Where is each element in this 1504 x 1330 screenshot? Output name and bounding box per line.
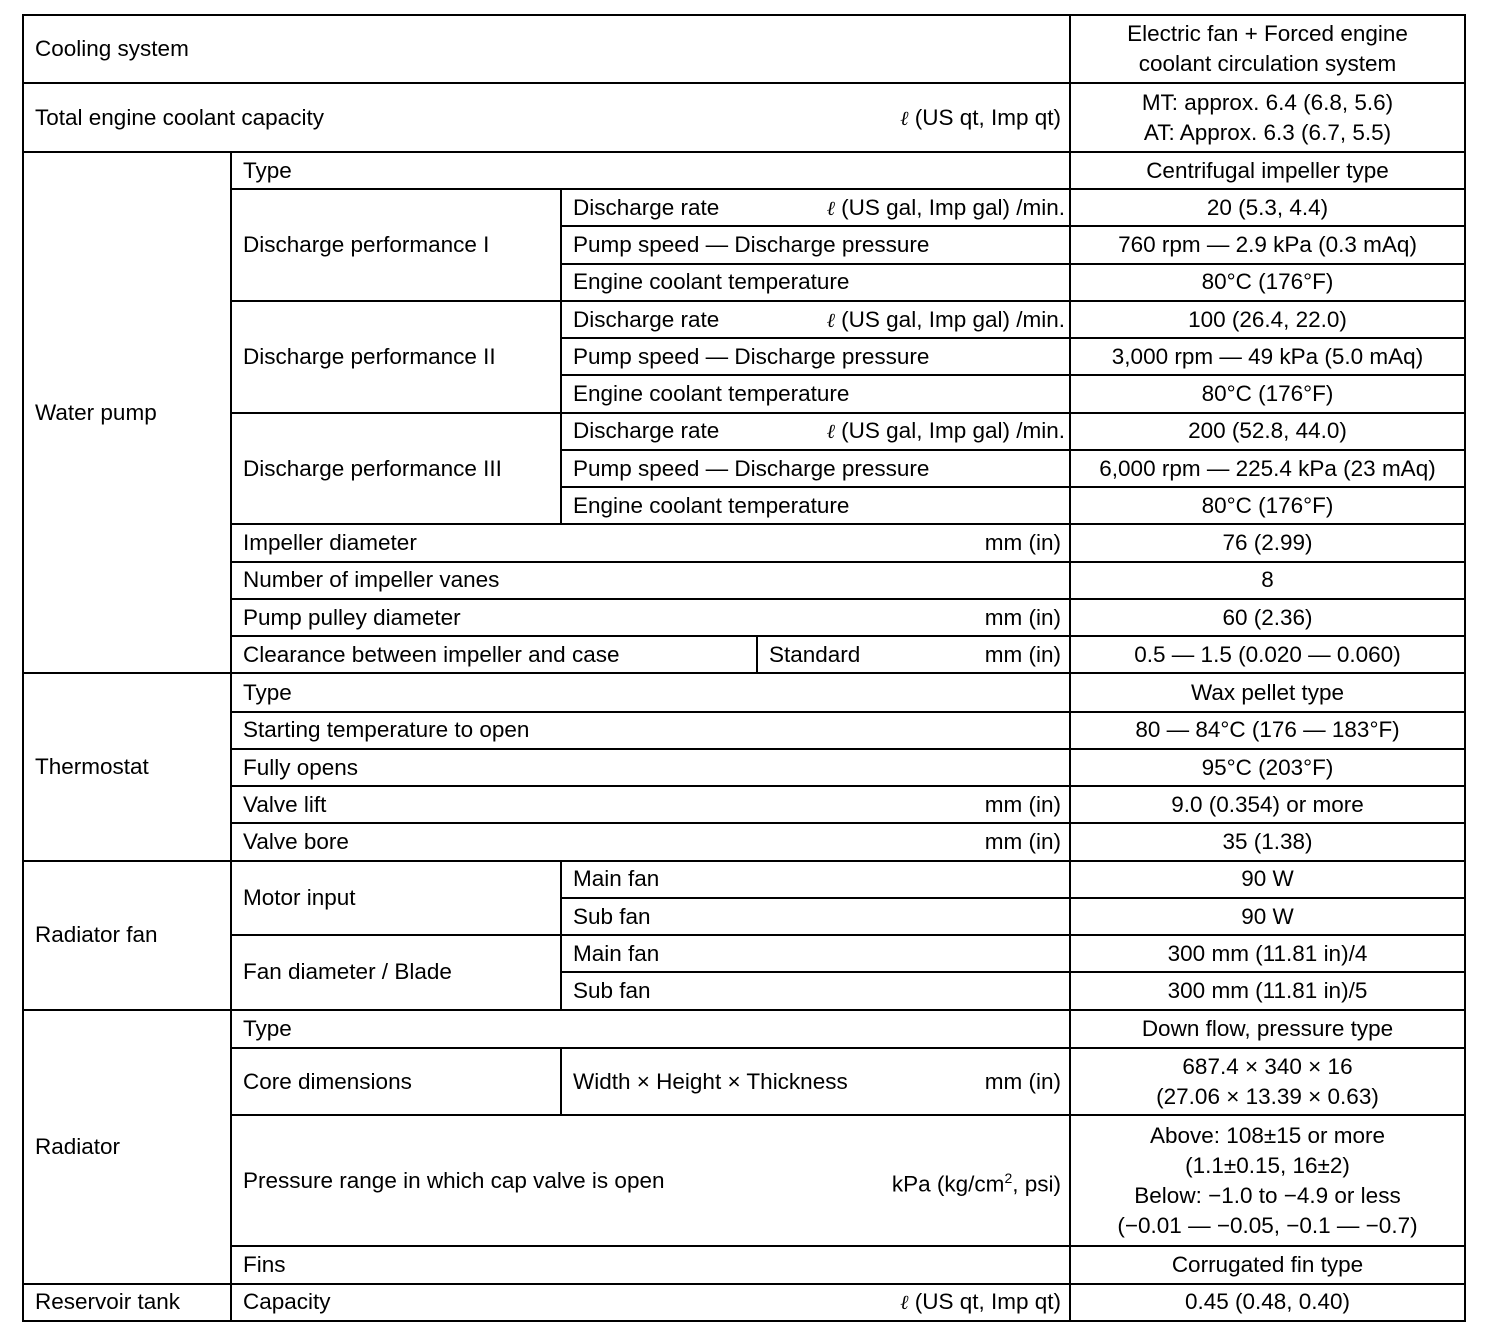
total-capacity-unit: ℓ (US qt, Imp qt)	[900, 104, 1061, 130]
thermostat-label: Thermostat	[23, 673, 231, 860]
thermostat-lift-value: 9.0 (0.354) or more	[1070, 786, 1465, 823]
thermostat-start-label: Starting temperature to open	[231, 712, 1070, 749]
water-pump-label: Water pump	[23, 152, 231, 674]
water-pump-type-label: Type	[231, 152, 1070, 189]
table-row	[23, 1284, 1465, 1321]
radiator-label: Radiator	[23, 1010, 231, 1284]
reservoir-capacity-unit: ℓ (US qt, Imp qt)	[900, 1289, 1061, 1315]
motor-sub-label: Sub fan	[561, 898, 1070, 935]
fins-label: Fins	[231, 1246, 1070, 1283]
cooling-system-value	[1070, 15, 1465, 83]
perf1-temp-label: Engine coolant temperature	[561, 264, 1070, 301]
thermostat-bore-label: Valve bore	[243, 829, 349, 855]
table-row	[23, 189, 1465, 226]
motor-main-label: Main fan	[561, 861, 1070, 898]
pressure-range-label: Pressure range in which cap valve is open	[243, 1167, 665, 1193]
litre-symbol: ℓ	[900, 105, 909, 130]
perf2-rate-label: Discharge rate	[573, 306, 720, 332]
impeller-diameter-value: 76 (2.99)	[1070, 524, 1465, 561]
perf2-rate-value: 100 (26.4, 22.0)	[1070, 301, 1465, 338]
impeller-diameter-label: Impeller diameter	[243, 530, 417, 556]
perf2-rate-unit: ℓ (US gal, Imp gal) /min.	[826, 306, 1065, 332]
thermostat-bore-cell	[231, 823, 1070, 860]
core-dimensions-sub-cell	[561, 1048, 1070, 1115]
perf3-rate-unit: ℓ (US gal, Imp gal) /min.	[826, 418, 1065, 444]
reservoir-capacity-label: Capacity	[243, 1289, 331, 1315]
clearance-unit: mm (in)	[984, 641, 1061, 667]
pulley-diameter-unit: mm (in)	[984, 604, 1061, 630]
table-row	[23, 823, 1465, 860]
perf1-label: Discharge performance I	[231, 189, 561, 301]
core-dimensions-sub-label: Width × Height × Thickness	[573, 1068, 848, 1094]
core-dimensions-unit: mm (in)	[984, 1068, 1061, 1094]
pressure-value-line4: (−0.01 — −0.05, −0.1 — −0.7)	[1117, 1212, 1418, 1238]
perf3-speed-label: Pump speed — Discharge pressure	[561, 450, 1070, 487]
fins-value: Corrugated fin type	[1070, 1246, 1465, 1283]
table-row	[23, 935, 1465, 972]
total-capacity-value-mt: MT: approx. 6.4 (6.8, 5.6)	[1141, 89, 1394, 115]
reservoir-capacity-cell	[231, 1284, 1070, 1321]
litre-symbol: ℓ	[826, 419, 835, 444]
impeller-diameter-cell	[231, 524, 1070, 561]
pressure-range-cell	[231, 1115, 1070, 1246]
core-dimensions-value-line1: 687.4 × 340 × 16	[1182, 1053, 1353, 1079]
impeller-diameter-unit: mm (in)	[984, 530, 1061, 556]
impeller-vanes-label: Number of impeller vanes	[231, 562, 1070, 599]
thermostat-start-value: 80 — 84°C (176 — 183°F)	[1070, 712, 1465, 749]
pressure-range-value	[1070, 1115, 1465, 1246]
cooling-system-label: Cooling system	[23, 15, 1070, 83]
pulley-diameter-cell	[231, 599, 1070, 636]
litre-symbol: ℓ	[826, 195, 835, 220]
perf3-speed-value: 6,000 rpm — 225.4 kPa (23 mAq)	[1070, 450, 1465, 487]
thermostat-bore-value: 35 (1.38)	[1070, 823, 1465, 860]
litre-symbol: ℓ	[826, 307, 835, 332]
thermostat-full-label: Fully opens	[231, 749, 1070, 786]
perf2-speed-value: 3,000 rpm — 49 kPa (5.0 mAq)	[1070, 338, 1465, 375]
table-row	[23, 301, 1465, 338]
cooling-system-value-line1: Electric fan + Forced engine	[1127, 21, 1408, 47]
table-row	[23, 749, 1465, 786]
perf1-speed-value: 760 rpm — 2.9 kPa (0.3 mAq)	[1070, 226, 1465, 263]
table-row	[23, 1115, 1465, 1246]
table-row	[23, 786, 1465, 823]
thermostat-bore-unit: mm (in)	[984, 829, 1061, 855]
cooling-spec-table	[22, 14, 1466, 1322]
thermostat-lift-label: Valve lift	[243, 791, 327, 817]
table-row	[23, 636, 1465, 673]
pressure-range-unit: kPa ($kg/cm^2$, psi)	[891, 1169, 1061, 1197]
cooling-system-value-line2: coolant circulation system	[1138, 51, 1397, 77]
table-row	[23, 712, 1465, 749]
pressure-value-line1: Above: 108±15 or more	[1150, 1122, 1385, 1148]
perf1-rate-unit: ℓ (US gal, Imp gal) /min.	[826, 194, 1065, 220]
motor-main-value: 90 W	[1070, 861, 1465, 898]
clearance-label: Clearance between impeller and case	[231, 636, 757, 673]
reservoir-capacity-value: 0.45 (0.48, 0.40)	[1070, 1284, 1465, 1321]
table-row	[23, 152, 1465, 189]
total-capacity-label: Total engine coolant capacity	[35, 104, 324, 130]
thermostat-type-value: Wax pellet type	[1070, 673, 1465, 711]
motor-input-label: Motor input	[231, 861, 561, 936]
table-row	[23, 861, 1465, 898]
water-pump-type-value: Centrifugal impeller type	[1070, 152, 1465, 189]
perf2-rate-cell	[561, 301, 1070, 338]
reservoir-tank-label: Reservoir tank	[23, 1284, 231, 1321]
thermostat-full-value: 95°C (203°F)	[1070, 749, 1465, 786]
perf1-rate-cell	[561, 189, 1070, 226]
perf2-temp-label: Engine coolant temperature	[561, 375, 1070, 412]
table-row	[23, 413, 1465, 450]
fan-diameter-main-value: 300 mm (11.81 in)/4	[1070, 935, 1465, 972]
table-row	[23, 599, 1465, 636]
perf3-rate-value: 200 (52.8, 44.0)	[1070, 413, 1465, 450]
litre-symbol: ℓ	[900, 1290, 909, 1315]
core-dimensions-label: Core dimensions	[231, 1048, 561, 1115]
table-row	[23, 673, 1465, 711]
perf3-temp-label: Engine coolant temperature	[561, 487, 1070, 524]
impeller-vanes-value: 8	[1070, 562, 1465, 599]
core-dimensions-value-line2: (27.06 × 13.39 × 0.63)	[1156, 1083, 1379, 1109]
table-row	[23, 1048, 1465, 1115]
table-row	[23, 83, 1465, 151]
clearance-sub-cell	[757, 636, 1070, 673]
total-capacity-value	[1070, 83, 1465, 151]
perf2-temp-value: 80°C (176°F)	[1070, 375, 1465, 412]
pulley-diameter-label: Pump pulley diameter	[243, 604, 461, 630]
perf3-rate-cell	[561, 413, 1070, 450]
radiator-fan-label: Radiator fan	[23, 861, 231, 1010]
total-capacity-value-at: AT: Approx. 6.3 (6.7, 5.5)	[1143, 119, 1392, 145]
perf3-rate-label: Discharge rate	[573, 418, 720, 444]
pressure-value-line3: Below: −1.0 to −4.9 or less	[1134, 1182, 1401, 1208]
perf2-label: Discharge performance II	[231, 301, 561, 413]
radiator-type-label: Type	[231, 1010, 1070, 1048]
pulley-diameter-value: 60 (2.36)	[1070, 599, 1465, 636]
perf3-label: Discharge performance III	[231, 413, 561, 525]
thermostat-type-label: Type	[231, 673, 1070, 711]
fan-diameter-sub-value: 300 mm (11.81 in)/5	[1070, 972, 1465, 1009]
table-row	[23, 1246, 1465, 1283]
perf1-rate-label: Discharge rate	[573, 194, 720, 220]
perf3-temp-value: 80°C (176°F)	[1070, 487, 1465, 524]
motor-sub-value: 90 W	[1070, 898, 1465, 935]
fan-diameter-label: Fan diameter / Blade	[231, 935, 561, 1010]
table-row	[23, 562, 1465, 599]
table-row	[23, 15, 1465, 83]
perf1-temp-value: 80°C (176°F)	[1070, 264, 1465, 301]
total-capacity-cell	[23, 83, 1070, 151]
clearance-value: 0.5 — 1.5 (0.020 — 0.060)	[1070, 636, 1465, 673]
thermostat-lift-unit: mm (in)	[984, 791, 1061, 817]
table-row	[23, 524, 1465, 561]
pressure-value-line2: (1.1±0.15, 16±2)	[1185, 1152, 1350, 1178]
perf2-speed-label: Pump speed — Discharge pressure	[561, 338, 1070, 375]
fan-diameter-sub-label: Sub fan	[561, 972, 1070, 1009]
fan-diameter-main-label: Main fan	[561, 935, 1070, 972]
thermostat-lift-cell	[231, 786, 1070, 823]
core-dimensions-value	[1070, 1048, 1465, 1115]
perf1-speed-label: Pump speed — Discharge pressure	[561, 226, 1070, 263]
table-row	[23, 1010, 1465, 1048]
perf1-rate-value: 20 (5.3, 4.4)	[1070, 189, 1465, 226]
radiator-type-value: Down flow, pressure type	[1070, 1010, 1465, 1048]
clearance-sub-label: Standard	[769, 641, 861, 667]
